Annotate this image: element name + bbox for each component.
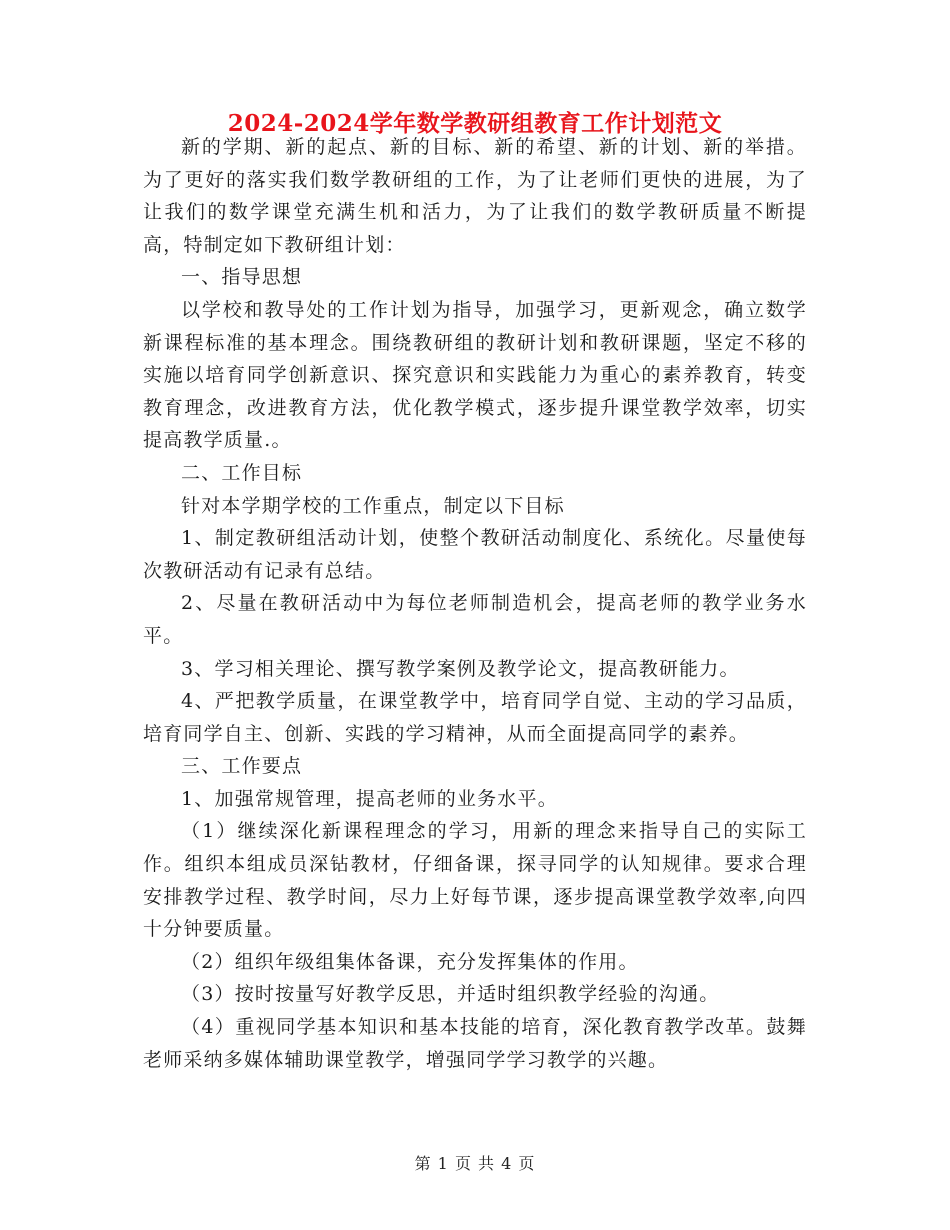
work-subpoint-3: （3）按时按量写好教学反思，并适时组织教学经验的沟通。 (181, 983, 720, 1006)
document-body (143, 131, 807, 1076)
paragraph-goals-intro: 针对本学期学校的工作重点，制定以下目标 (181, 494, 565, 517)
goal-item-3: 3、学习相关理论、撰写教学案例及教学论文，提高教研能力。 (181, 657, 740, 680)
work-subpoint-2: （2）组织年级组集体备课，充分发挥集体的作用。 (181, 950, 639, 973)
work-point-1: 1、加强常规管理，提高老师的业务水平。 (181, 787, 558, 810)
section-heading-work-points: 三、工作要点 (181, 755, 303, 778)
work-subpoint-4: （4）重视同学基本知识和基本技能的培育，深化教育教学改革。鼓舞老师采纳多媒体辅助课堂教学，增强同学学习教学的兴趣。 (143, 1016, 807, 1071)
goal-item-2: 2、尽量在教研活动中为每位老师制造机会，提高老师的教学业务水平。 (143, 592, 807, 647)
document-title: 2024-2024学年数学教研组教育工作计划范文 (227, 110, 723, 137)
page-number-footer: 第 1 页 共 4 页 (414, 1154, 536, 1173)
paragraph-intro: 新的学期、新的起点、新的目标、新的希望、新的计划、新的举措。为了更好的落实我们数学教研组的工作，为了让老师们更快的进展，为了让我们的数学课堂充满生机和活力，为了让我们的数学教研质量不断提高，特制定如下教研组计划： (143, 136, 807, 256)
goal-item-4: 4、严把教学质量，在课堂教学中，培育同学自觉、主动的学习品质，培育同学自主、创新、实践的学习精神，从而全面提高同学的素养。 (143, 690, 807, 745)
goal-item-1: 1、制定教研组活动计划，使整个教研活动制度化、系统化。尽量使每次教研活动有记录有总结。 (143, 527, 807, 582)
work-subpoint-1: （1）继续深化新课程理念的学习，用新的理念来指导自己的实际工作。组织本组成员深钻教材，仔细备课，探寻同学的认知规律。要求合理安排教学过程、教学时间，尽力上好每节课，逐步提高课堂教学效率,向四十分钟要质量。 (143, 820, 807, 941)
section-heading-work-goals: 二、工作目标 (181, 461, 303, 484)
paragraph-guiding-ideology: 以学校和教导处的工作计划为指导，加强学习，更新观念，确立数学新课程标准的基本理念。围绕教研组的教研计划和教研课题，坚定不移的实施以培育同学创新意识、探究意识和实践能力为重心的素养教育，转变教育理念，改进教育方法，优化教学模式，逐步提升课堂教学效率，切实提高教学质量.。 (143, 298, 807, 452)
section-heading-guiding-ideology: 一、指导思想 (181, 266, 303, 289)
